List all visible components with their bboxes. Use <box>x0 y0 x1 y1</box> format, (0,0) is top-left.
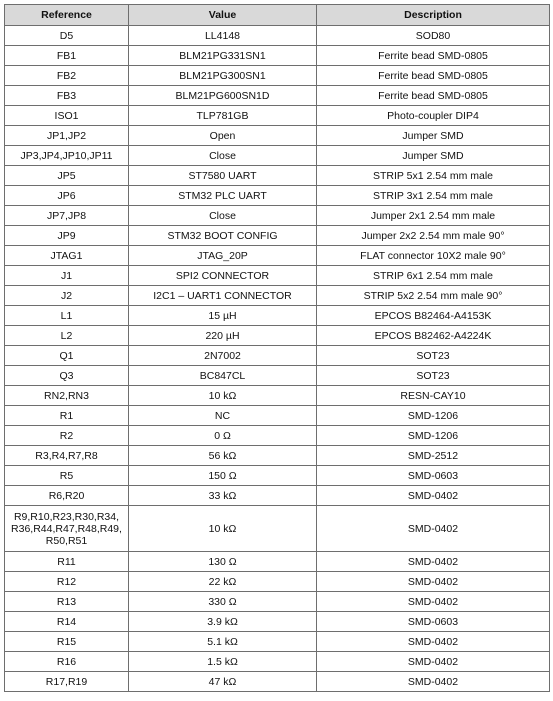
description-cell: Jumper SMD <box>317 126 550 146</box>
description-cell: SMD-1206 <box>317 406 550 426</box>
bill-of-materials-table <box>4 4 550 692</box>
value-cell: 56 kΩ <box>129 446 317 466</box>
reference-cell: R11 <box>5 552 129 572</box>
reference-cell: R9,R10,R23,R30,R34, R36,R44,R47,R48,R49, R50,R51 <box>5 506 129 552</box>
table-row <box>5 266 550 286</box>
reference-cell: JP6 <box>5 186 129 206</box>
description-cell: Jumper SMD <box>317 146 550 166</box>
description-cell: STRIP 5x2 2.54 mm male 90° <box>317 286 550 306</box>
table-row <box>5 652 550 672</box>
table-row <box>5 306 550 326</box>
table-row <box>5 572 550 592</box>
table-row <box>5 672 550 692</box>
reference-cell: FB3 <box>5 86 129 106</box>
description-cell: SMD-0603 <box>317 612 550 632</box>
table-row <box>5 406 550 426</box>
value-cell: Close <box>129 146 317 166</box>
description-cell: SMD-1206 <box>317 426 550 446</box>
description-cell: SOT23 <box>317 346 550 366</box>
value-cell: 1.5 kΩ <box>129 652 317 672</box>
table-row <box>5 366 550 386</box>
description-cell: SOT23 <box>317 366 550 386</box>
value-cell: STM32 PLC UART <box>129 186 317 206</box>
value-cell: STM32 BOOT CONFIG <box>129 226 317 246</box>
table-body <box>5 26 550 692</box>
value-cell: JTAG_20P <box>129 246 317 266</box>
value-cell: BLM21PG331SN1 <box>129 46 317 66</box>
description-cell: SMD-0402 <box>317 506 550 552</box>
description-cell: SMD-0603 <box>317 466 550 486</box>
description-cell: Jumper 2x1 2.54 mm male <box>317 206 550 226</box>
table-row <box>5 166 550 186</box>
reference-cell: FB1 <box>5 46 129 66</box>
description-cell: EPCOS B82464-A4153K <box>317 306 550 326</box>
table-row <box>5 592 550 612</box>
description-cell: SOD80 <box>317 26 550 46</box>
reference-cell: R14 <box>5 612 129 632</box>
table-row <box>5 612 550 632</box>
table-row <box>5 426 550 446</box>
table-row <box>5 632 550 652</box>
table-row <box>5 126 550 146</box>
description-cell: Ferrite bead SMD-0805 <box>317 86 550 106</box>
description-cell: Photo-coupler DIP4 <box>317 106 550 126</box>
reference-cell: JP5 <box>5 166 129 186</box>
value-cell: 150 Ω <box>129 466 317 486</box>
table-row <box>5 506 550 552</box>
table-row <box>5 286 550 306</box>
reference-cell: JP1,JP2 <box>5 126 129 146</box>
table-row <box>5 466 550 486</box>
column-header-description: Description <box>317 5 550 26</box>
description-cell: Ferrite bead SMD-0805 <box>317 66 550 86</box>
reference-cell: R1 <box>5 406 129 426</box>
table-row <box>5 66 550 86</box>
value-cell: ST7580 UART <box>129 166 317 186</box>
reference-cell: R16 <box>5 652 129 672</box>
reference-cell: RN2,RN3 <box>5 386 129 406</box>
value-cell: BC847CL <box>129 366 317 386</box>
value-cell: 10 kΩ <box>129 506 317 552</box>
value-cell: BLM21PG300SN1 <box>129 66 317 86</box>
column-header-reference: Reference <box>5 5 129 26</box>
table-row <box>5 226 550 246</box>
value-cell: BLM21PG600SN1D <box>129 86 317 106</box>
reference-cell: R3,R4,R7,R8 <box>5 446 129 466</box>
table-row <box>5 86 550 106</box>
value-cell: I2C1 – UART1 CONNECTOR <box>129 286 317 306</box>
table-row <box>5 46 550 66</box>
table-row <box>5 446 550 466</box>
reference-cell: L2 <box>5 326 129 346</box>
value-cell: 130 Ω <box>129 552 317 572</box>
value-cell: 330 Ω <box>129 592 317 612</box>
description-cell: STRIP 5x1 2.54 mm male <box>317 166 550 186</box>
value-cell: Open <box>129 126 317 146</box>
reference-cell: R13 <box>5 592 129 612</box>
reference-cell: J2 <box>5 286 129 306</box>
table-row <box>5 146 550 166</box>
reference-cell: R17,R19 <box>5 672 129 692</box>
description-cell: FLAT connector 10X2 male 90° <box>317 246 550 266</box>
value-cell: 0 Ω <box>129 426 317 446</box>
table-row <box>5 106 550 126</box>
value-cell: 5.1 kΩ <box>129 632 317 652</box>
value-cell: TLP781GB <box>129 106 317 126</box>
table-row <box>5 186 550 206</box>
description-cell: STRIP 3x1 2.54 mm male <box>317 186 550 206</box>
table-row <box>5 326 550 346</box>
bom-table-container <box>4 4 549 692</box>
description-cell: SMD-2512 <box>317 446 550 466</box>
value-cell: 3.9 kΩ <box>129 612 317 632</box>
description-cell: Ferrite bead SMD-0805 <box>317 46 550 66</box>
reference-cell: FB2 <box>5 66 129 86</box>
value-cell: LL4148 <box>129 26 317 46</box>
description-cell: SMD-0402 <box>317 632 550 652</box>
value-cell: 15 µH <box>129 306 317 326</box>
reference-cell: R5 <box>5 466 129 486</box>
column-header-value: Value <box>129 5 317 26</box>
reference-cell: ISO1 <box>5 106 129 126</box>
table-row <box>5 486 550 506</box>
value-cell: 2N7002 <box>129 346 317 366</box>
table-row <box>5 246 550 266</box>
reference-cell: JTAG1 <box>5 246 129 266</box>
reference-cell: D5 <box>5 26 129 46</box>
table-row <box>5 346 550 366</box>
reference-cell: L1 <box>5 306 129 326</box>
table-header <box>5 5 550 26</box>
reference-cell: R6,R20 <box>5 486 129 506</box>
description-cell: EPCOS B82462-A4224K <box>317 326 550 346</box>
value-cell: 220 µH <box>129 326 317 346</box>
value-cell: 22 kΩ <box>129 572 317 592</box>
reference-cell: R12 <box>5 572 129 592</box>
description-cell: SMD-0402 <box>317 672 550 692</box>
reference-cell: R2 <box>5 426 129 446</box>
description-cell: RESN-CAY10 <box>317 386 550 406</box>
table-row <box>5 26 550 46</box>
value-cell: NC <box>129 406 317 426</box>
value-cell: Close <box>129 206 317 226</box>
value-cell: 10 kΩ <box>129 386 317 406</box>
description-cell: SMD-0402 <box>317 486 550 506</box>
table-row <box>5 552 550 572</box>
description-cell: SMD-0402 <box>317 552 550 572</box>
table-row <box>5 206 550 226</box>
reference-cell: R15 <box>5 632 129 652</box>
description-cell: Jumper 2x2 2.54 mm male 90° <box>317 226 550 246</box>
reference-cell: JP3,JP4,JP10,JP11 <box>5 146 129 166</box>
description-cell: SMD-0402 <box>317 572 550 592</box>
value-cell: 47 kΩ <box>129 672 317 692</box>
reference-cell: J1 <box>5 266 129 286</box>
value-cell: 33 kΩ <box>129 486 317 506</box>
description-cell: SMD-0402 <box>317 592 550 612</box>
description-cell: SMD-0402 <box>317 652 550 672</box>
description-cell: STRIP 6x1 2.54 mm male <box>317 266 550 286</box>
reference-cell: JP9 <box>5 226 129 246</box>
header-row <box>5 5 550 26</box>
reference-cell: JP7,JP8 <box>5 206 129 226</box>
table-row <box>5 386 550 406</box>
value-cell: SPI2 CONNECTOR <box>129 266 317 286</box>
reference-cell: Q3 <box>5 366 129 386</box>
reference-cell: Q1 <box>5 346 129 366</box>
